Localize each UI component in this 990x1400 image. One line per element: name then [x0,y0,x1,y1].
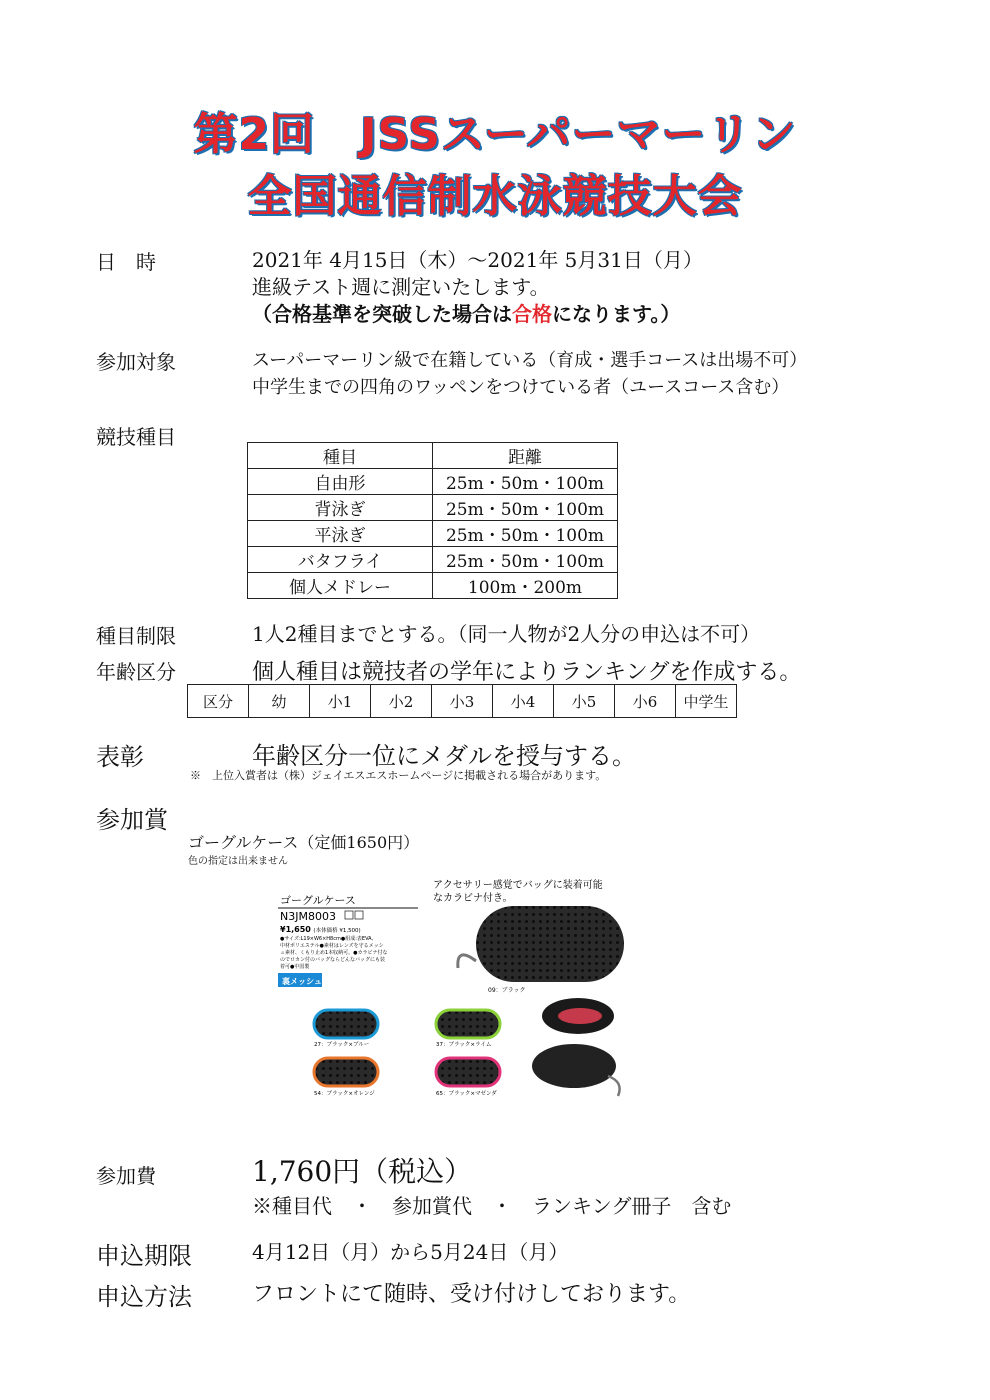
age-cell: 中学生 [676,685,737,718]
color-label: 54：ブラック×オレンジ [314,1091,375,1097]
age-cell: 小6 [615,685,676,718]
pass-note [252,298,680,327]
fee-label: 参加費 [96,1164,156,1188]
product-spec: ュ素材、くもり止め1本収納可。●カラビナ付な [280,950,388,956]
event-distance: 25m・50m・100m [433,469,618,495]
events-label: 競技種目 [96,425,176,449]
age-cell: 小5 [554,685,615,718]
page-title-line1: 第2回 JSSスーパーマーリン [193,109,797,160]
product-spec: 中材ポリエステル●素材はレンズを守るメッシ [280,943,384,949]
case-lime [436,1010,500,1038]
event-distance: 25m・50m・100m [433,521,618,547]
age-cell: 小1 [310,685,371,718]
prize-label: 参加賞 [96,806,168,834]
pass-note-pre: （合格基準を突破した場合は [252,302,512,326]
eligibility-label: 参加対象 [96,350,176,374]
limit-label: 種目制限 [96,624,176,648]
eligibility-line2: 中学生までの四角のワッペンをつけている者（ユースコース含む） [252,377,790,398]
product-image [278,876,648,1108]
event-name: 自由形 [248,469,433,495]
prize-title: ゴーグルケース（定価1650円） [188,833,420,852]
event-name: 個人メドレー [248,573,433,599]
award-note: ※ 上位入賞者は（株）ジェイエスエスホームページに掲載される場合があります。 [190,769,607,782]
table-row [248,573,618,599]
event-name: バタフライ [248,547,433,573]
color-label: 09：ブラック [488,987,526,994]
age-cell: 幼 [249,685,310,718]
age-table [187,684,737,718]
product-price-value: ¥1,650 [280,925,311,934]
limit-text: 1人2種目までとする。（同一人物が2人分の申込は不可） [252,622,761,646]
page-title-line2: 全国通信制水泳競技大会 [247,171,743,222]
events-header-event: 種目 [248,443,433,469]
pass-note-post: になります。） [552,302,681,326]
table-row [248,495,618,521]
age-cell: 区分 [188,685,249,718]
pass-note-highlight: 合格 [512,302,552,326]
date-label: 日 時 [96,250,156,274]
color-label: 65：ブラック×マゼンダ [436,1091,497,1097]
product-price-note: (本体価格 ¥1,500) [313,928,361,934]
event-distance: 100m・200m [433,573,618,599]
product-name: ゴーグルケース [280,894,356,907]
prize-note: 色の指定は出来ません [188,856,288,867]
event-distance: 25m・50m・100m [433,495,618,521]
age-cell: 小3 [432,685,493,718]
events-header-distance: 距離 [433,443,618,469]
event-name: 背泳ぎ [248,495,433,521]
age-label: 年齢区分 [96,660,176,684]
age-text: 個人種目は競技者の学年によりランキングを作成する。 [252,660,802,685]
date-note: 進級テスト週に測定いたします。 [252,275,550,299]
method-text: フロントにて随時、受け付けしております。 [252,1282,691,1307]
event-distance: 25m・50m・100m [433,547,618,573]
fee-note: ※種目代 ・ 参加賞代 ・ ランキング冊子 含む [252,1194,732,1218]
fee-amount: 1,760円（税込） [252,1155,473,1188]
case-orange [314,1058,378,1086]
color-label: 27：ブラック×ブルー [314,1042,370,1048]
case-black-large [476,906,624,982]
product-spec: ●サイズ:L19×W6×H8cm●組成:表EVA、 [280,936,377,942]
product-spec: 着可●中国製 [280,964,310,970]
deadline-label: 申込期限 [96,1242,192,1270]
award-label: 表彰 [96,743,144,771]
award-text: 年齢区分一位にメダルを授与する。 [252,742,636,770]
case-closed [532,1044,616,1088]
events-header-row [248,443,618,469]
age-cell: 小4 [493,685,554,718]
deadline-text: 4月12日（月）から5月24日（月） [252,1240,569,1264]
product-code: N3JM8003 [280,910,336,923]
product-spec: のでロカン付のバッグならどんなバッグにも装 [280,957,386,963]
eligibility-line1: スーパーマーリン級で在籍している（育成・選手コースは出場不可） [252,350,808,371]
age-row [188,685,737,718]
catch-copy-2: なカラビナ付き。 [433,893,513,904]
date-range: 2021年 4月15日（木）～2021年 5月31日（月） [252,248,703,272]
table-row [248,547,618,573]
table-row [248,521,618,547]
event-name: 平泳ぎ [248,521,433,547]
case-magenta [436,1058,500,1086]
events-table [247,442,618,599]
age-cell: 小2 [371,685,432,718]
case-blue [314,1010,378,1038]
method-label: 申込方法 [96,1283,192,1311]
catch-copy-1: アクセサリー感覚でバッグに装着可能 [433,880,603,891]
table-row [248,469,618,495]
color-label: 37：ブラック×ライム [436,1042,492,1048]
mesh-badge-text: 裏メッシュ [282,977,322,986]
